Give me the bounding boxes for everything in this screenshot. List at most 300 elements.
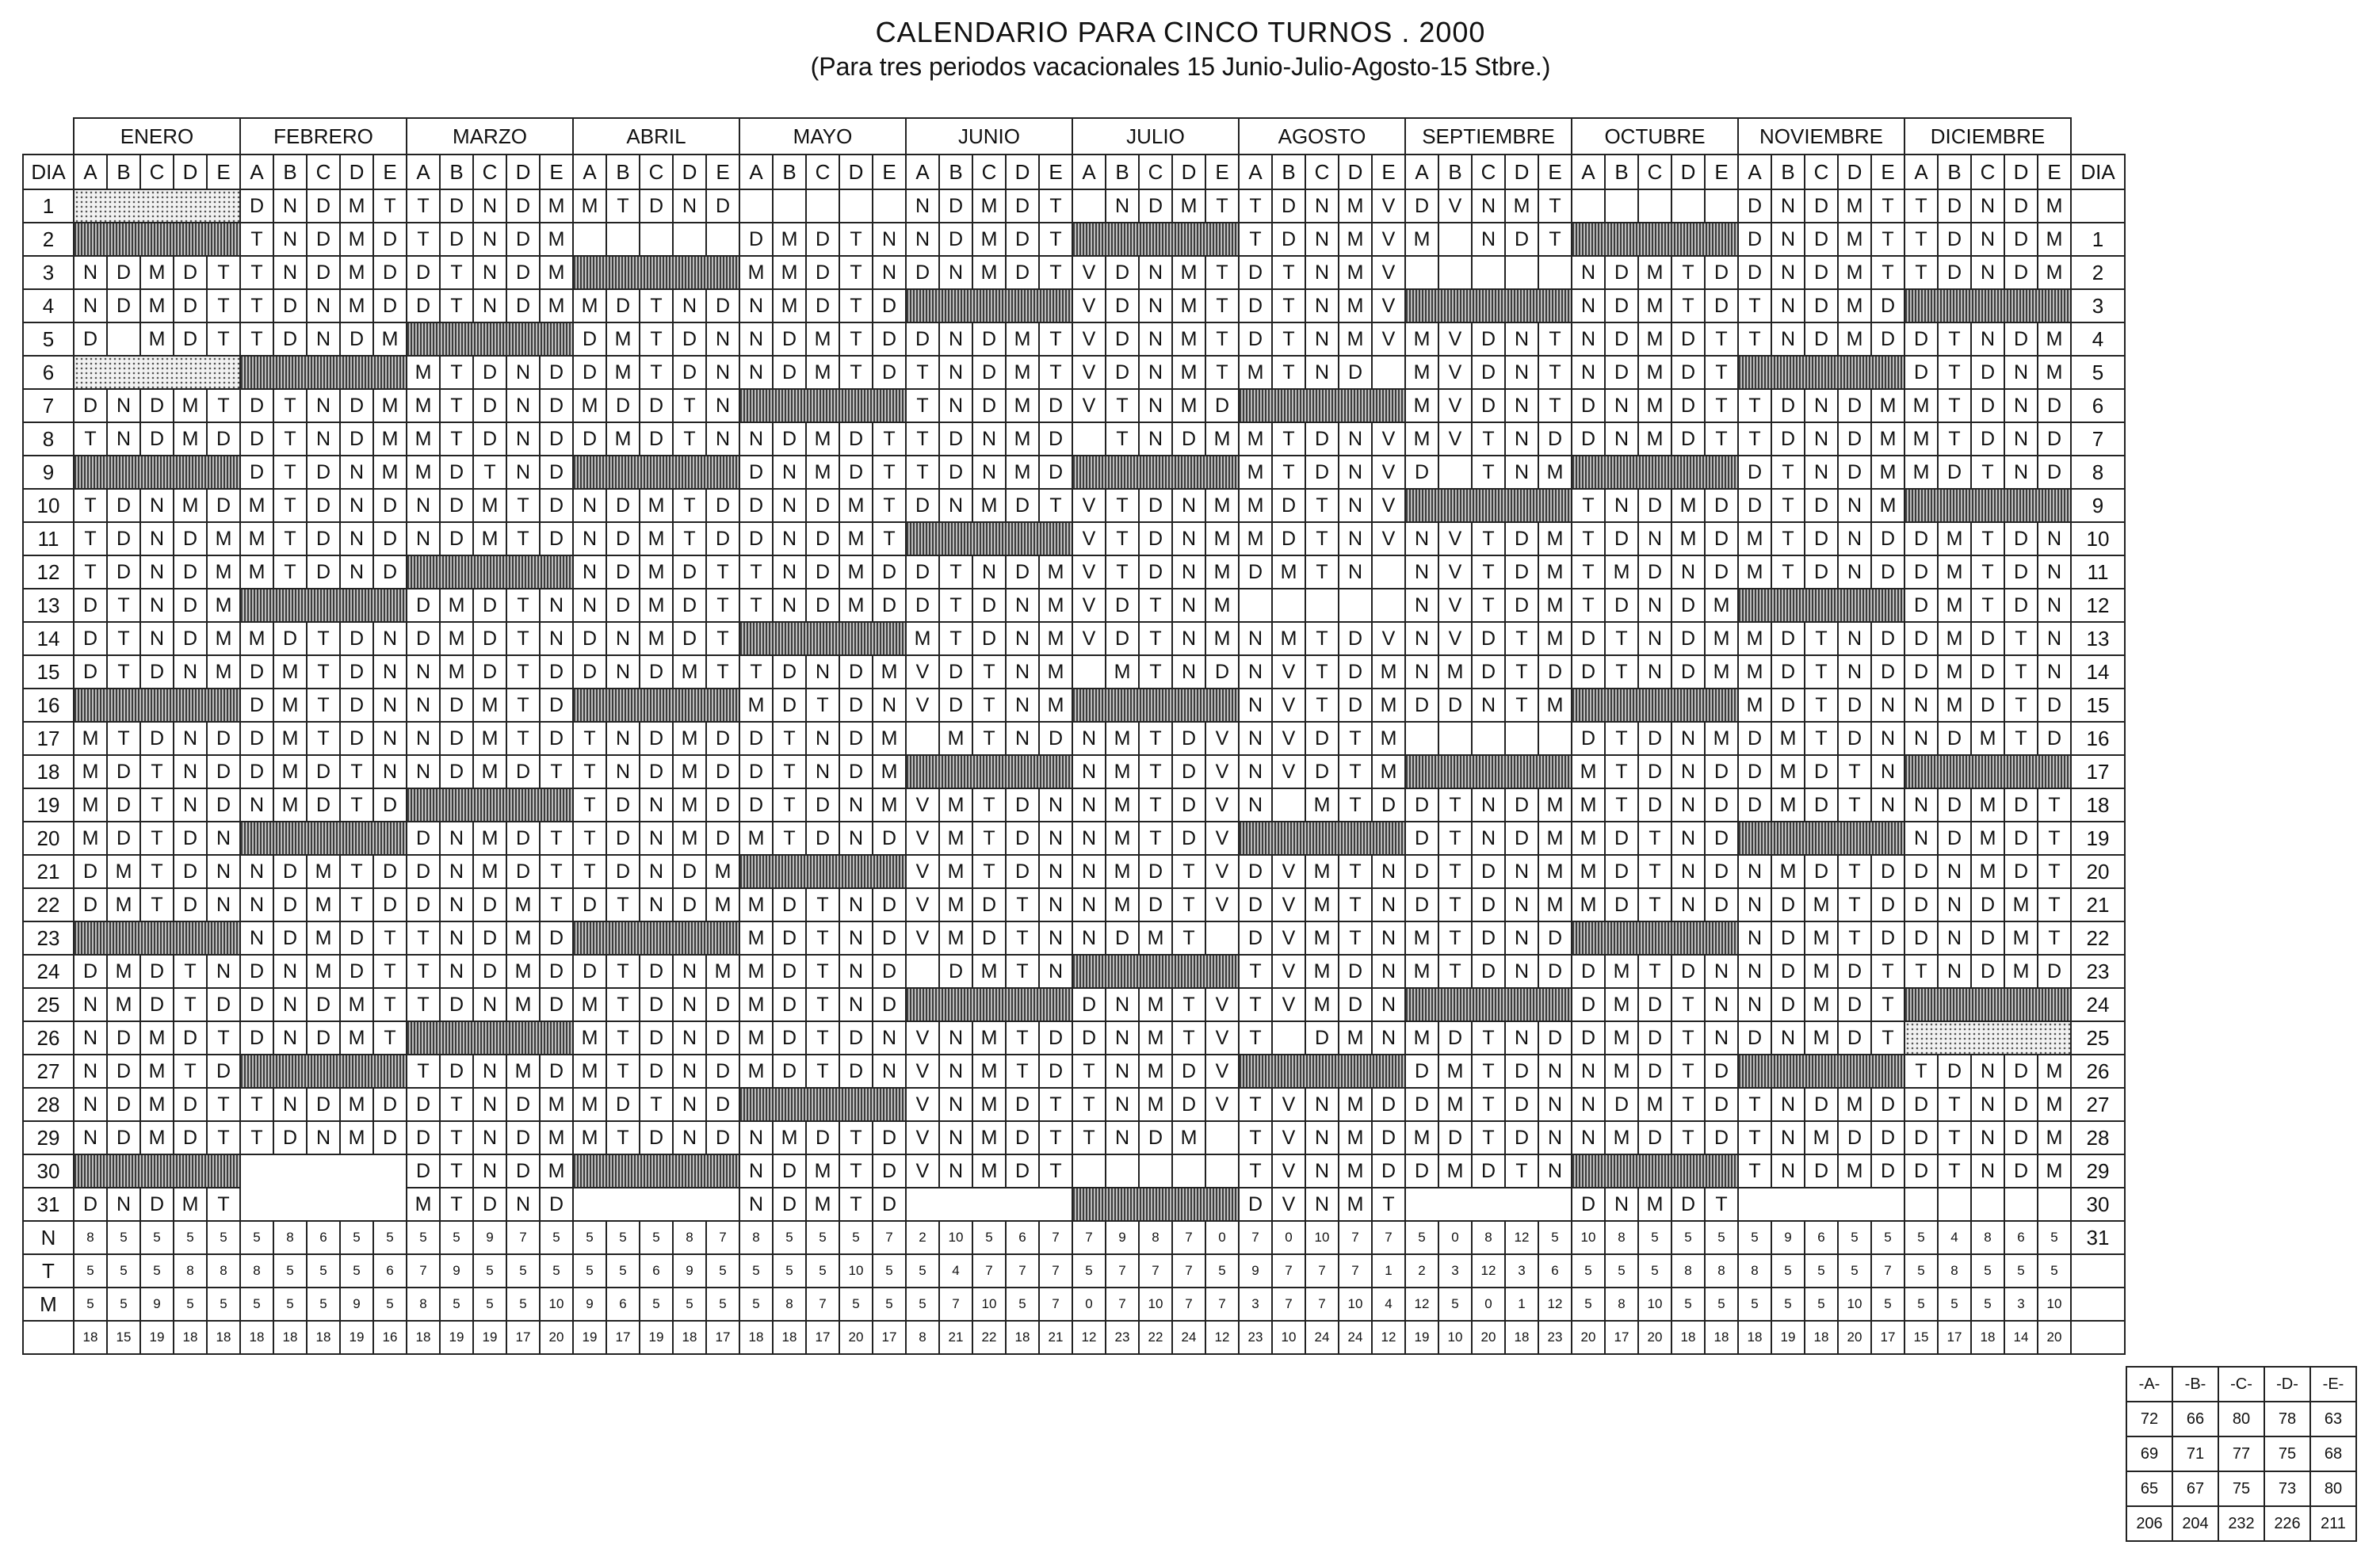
totals-cell: 8 <box>1605 1288 1638 1321</box>
day-number: 24 <box>23 955 74 988</box>
totals-row <box>23 1321 2125 1354</box>
shift-cell: N <box>1305 256 1339 289</box>
shift-cell: T <box>1438 855 1472 888</box>
shift-cell: T <box>207 1188 240 1221</box>
shift-cell: D <box>640 1021 673 1055</box>
shift-cell: D <box>1538 422 1572 456</box>
shift-cell: M <box>1372 722 1405 755</box>
shift-cell: M <box>1339 322 1372 356</box>
shift-cell: D <box>739 755 773 788</box>
shift-cell: N <box>506 1188 540 1221</box>
shift-cell: D <box>640 189 673 223</box>
shift-cell: M <box>540 1088 573 1121</box>
shift-cell: N <box>1705 1021 1738 1055</box>
totals-cell: 7 <box>1305 1288 1339 1321</box>
shift-cell: D <box>1904 522 1938 555</box>
shift-cell: T <box>273 489 307 522</box>
shift-cell: T <box>1605 755 1638 788</box>
shift-cell <box>640 223 673 256</box>
shift-cell: D <box>1738 489 1771 522</box>
dia-label: DIA <box>2071 155 2125 189</box>
shift-cell: M <box>1239 356 1272 389</box>
shift-cell: T <box>473 456 506 489</box>
shift-cell: N <box>74 1021 107 1055</box>
shift-cell: D <box>1505 822 1538 855</box>
shift-cell: M <box>1838 189 1871 223</box>
shift-cell: M <box>140 1055 174 1088</box>
shift-cell: M <box>1438 655 1472 689</box>
shift-cell: D <box>273 322 307 356</box>
shift-cell: D <box>773 655 806 689</box>
shift-cell: D <box>1505 223 1538 256</box>
shift-cell: N <box>939 256 972 289</box>
shift-cell: T <box>1838 855 1871 888</box>
shift-cell: M <box>1239 422 1272 456</box>
summary-cell: 80 <box>2310 1471 2356 1506</box>
shift-cell: D <box>1738 1021 1771 1055</box>
shift-cell: M <box>74 788 107 822</box>
shift-cell: D <box>174 822 207 855</box>
totals-cell: 12 <box>1472 1254 1505 1288</box>
empty-cell <box>373 1188 407 1221</box>
day-row <box>23 189 2125 223</box>
shift-cell: D <box>1838 1021 1871 1055</box>
shift-cell: D <box>540 1188 573 1221</box>
shift-cell: M <box>972 256 1006 289</box>
shift-cell: D <box>373 555 407 589</box>
totals-cell: 5 <box>373 1221 407 1254</box>
shift-cell: M <box>1705 589 1738 622</box>
shift-cell: T <box>806 1021 839 1055</box>
shift-cell: D <box>1605 256 1638 289</box>
shift-cell: M <box>273 755 307 788</box>
shift-cell: D <box>972 389 1006 422</box>
shift-cell: M <box>1372 689 1405 722</box>
shift-cell: M <box>706 888 739 921</box>
shift-cell: T <box>1272 422 1305 456</box>
shift-letter: E <box>207 155 240 189</box>
shift-cell: D <box>1805 522 1838 555</box>
shift-cell: N <box>2004 356 2038 389</box>
shift-cell: D <box>1771 389 1805 422</box>
shift-cell: D <box>506 223 540 256</box>
shift-cell: T <box>1239 1021 1272 1055</box>
totals-cell: 8 <box>207 1254 240 1288</box>
totals-cell: 5 <box>1072 1254 1106 1288</box>
totals-cell: 5 <box>1904 1221 1938 1254</box>
totals-cell: 5 <box>1871 1288 1904 1321</box>
shift-cell: M <box>1039 689 1072 722</box>
shift-cell: D <box>1605 322 1638 356</box>
shift-cell: T <box>540 855 573 888</box>
empty-cell <box>307 1188 340 1221</box>
totals-cell: 2 <box>1405 1254 1438 1288</box>
totals-cell: 17 <box>706 1321 739 1354</box>
shift-cell: M <box>540 289 573 322</box>
shift-cell: N <box>473 189 506 223</box>
shift-cell: D <box>1805 755 1838 788</box>
shift-cell: D <box>1505 589 1538 622</box>
shift-letter: E <box>873 155 906 189</box>
shift-cell: N <box>1372 888 1405 921</box>
shift-cell: T <box>739 555 773 589</box>
shift-cell: T <box>606 1055 640 1088</box>
shift-cell: D <box>1938 1055 1971 1088</box>
totals-cell: 5 <box>1805 1288 1838 1321</box>
shift-letter: A <box>407 155 440 189</box>
shift-cell: D <box>806 223 839 256</box>
totals-cell: 5 <box>906 1288 939 1321</box>
shift-cell <box>1172 1154 1205 1188</box>
shift-cell: T <box>1971 456 2004 489</box>
shift-cell: M <box>1405 356 1438 389</box>
shift-cell: D <box>1039 722 1072 755</box>
shift-cell: T <box>1771 522 1805 555</box>
shift-cell: M <box>972 955 1006 988</box>
shift-cell: D <box>2004 522 2038 555</box>
shift-cell: D <box>2004 855 2038 888</box>
shift-cell: V <box>1205 1088 1239 1121</box>
shift-cell: D <box>640 755 673 788</box>
shift-letter: D <box>1339 155 1372 189</box>
shift-cell: N <box>573 489 606 522</box>
shift-cell: T <box>1305 655 1339 689</box>
totals-cell: 5 <box>1638 1254 1671 1288</box>
shift-cell: M <box>307 855 340 888</box>
shift-cell: D <box>1405 1055 1438 1088</box>
shift-cell: D <box>873 955 906 988</box>
empty-cell <box>1438 1188 1472 1221</box>
shift-cell: D <box>1039 456 1072 489</box>
shift-cell: N <box>739 1121 773 1154</box>
shift-cell: D <box>1172 422 1205 456</box>
totals-row <box>23 1221 2125 1254</box>
shift-cell: D <box>2004 555 2038 589</box>
shift-cell: M <box>473 722 506 755</box>
shift-cell: D <box>1838 722 1871 755</box>
shift-cell: M <box>1838 1088 1871 1121</box>
shift-cell: V <box>1072 389 1106 422</box>
day-row <box>23 223 2125 256</box>
shift-letter: C <box>1139 155 1172 189</box>
shift-cell: T <box>873 489 906 522</box>
day-number: 27 <box>23 1055 74 1088</box>
shift-cell: M <box>1139 1021 1172 1055</box>
totals-cell: 19 <box>140 1321 174 1354</box>
shift-cell: N <box>1039 888 1072 921</box>
shift-cell: N <box>706 422 739 456</box>
shift-cell: V <box>1438 389 1472 422</box>
shift-cell: T <box>1638 855 1671 888</box>
day-row <box>23 788 2125 822</box>
totals-cell: 19 <box>1405 1321 1438 1354</box>
shift-cell: T <box>1538 389 1572 422</box>
shift-cell: N <box>307 422 340 456</box>
totals-cell: 5 <box>1838 1221 1871 1254</box>
shift-cell: D <box>1339 622 1372 655</box>
day-number-right: 28 <box>2071 1121 2125 1154</box>
shift-cell: D <box>1938 256 1971 289</box>
month-header: ENERO <box>74 118 240 155</box>
shift-cell: M <box>506 988 540 1021</box>
totals-cell: 5 <box>1938 1288 1971 1321</box>
vacation-block <box>906 289 1072 322</box>
shift-cell: D <box>407 256 440 289</box>
shift-letter: D <box>1671 155 1705 189</box>
day-number: 10 <box>23 489 74 522</box>
shift-cell: N <box>939 1055 972 1088</box>
shift-cell <box>573 223 606 256</box>
shift-cell: N <box>1139 256 1172 289</box>
shift-cell: D <box>174 522 207 555</box>
shift-cell: D <box>1139 489 1172 522</box>
shift-cell: M <box>939 888 972 921</box>
shift-cell: T <box>606 1021 640 1055</box>
empty-cell <box>1505 1188 1538 1221</box>
totals-cell: 5 <box>240 1221 273 1254</box>
shift-cell: D <box>673 855 706 888</box>
shift-cell: M <box>2038 322 2071 356</box>
shift-cell: D <box>1971 622 2004 655</box>
shift-cell: T <box>1738 422 1771 456</box>
shift-cell: D <box>873 322 906 356</box>
day-row <box>23 322 2125 356</box>
shift-cell <box>1205 1154 1239 1188</box>
shift-cell <box>706 223 739 256</box>
shift-cell: N <box>1605 389 1638 422</box>
shift-cell: M <box>1771 855 1805 888</box>
shift-cell: D <box>207 988 240 1021</box>
shift-cell: V <box>906 921 939 955</box>
totals-cell: 8 <box>273 1221 307 1254</box>
shift-cell <box>906 722 939 755</box>
totals-cell: 5 <box>773 1221 806 1254</box>
shift-cell: D <box>873 1121 906 1154</box>
shift-cell: N <box>1771 189 1805 223</box>
totals-cell: 15 <box>107 1321 140 1354</box>
shift-cell: D <box>573 888 606 921</box>
shift-cell: N <box>107 422 140 456</box>
shift-cell <box>1072 422 1106 456</box>
shift-cell: D <box>74 589 107 622</box>
shift-cell: T <box>906 356 939 389</box>
totals-cell: 9 <box>440 1254 473 1288</box>
shift-cell: N <box>1971 1121 2004 1154</box>
shift-cell: V <box>1272 1088 1305 1121</box>
totals-cell: 8 <box>1938 1254 1971 1288</box>
shift-cell: D <box>1605 888 1638 921</box>
totals-cell: 24 <box>1172 1321 1205 1354</box>
shift-cell: D <box>873 555 906 589</box>
shift-cell: T <box>2004 622 2038 655</box>
shift-cell: N <box>1305 356 1339 389</box>
shift-cell: M <box>1172 189 1205 223</box>
shift-cell: M <box>207 522 240 555</box>
vacation-block <box>1072 955 1239 988</box>
shift-cell: D <box>606 555 640 589</box>
shift-cell: V <box>1272 689 1305 722</box>
shift-letter: B <box>1438 155 1472 189</box>
shift-cell: N <box>673 189 706 223</box>
shift-cell: V <box>1372 322 1405 356</box>
shift-cell: M <box>1605 1021 1638 1055</box>
empty-cell <box>606 1188 640 1221</box>
day-number: 14 <box>23 622 74 655</box>
shift-cell: T <box>1172 1021 1205 1055</box>
shift-cell: D <box>573 422 606 456</box>
shift-cell: N <box>773 456 806 489</box>
totals-cell: 5 <box>540 1221 573 1254</box>
shift-cell: T <box>1239 1154 1272 1188</box>
shift-cell: D <box>1405 689 1438 722</box>
shift-cell: N <box>1904 788 1938 822</box>
shift-cell: D <box>440 456 473 489</box>
shift-cell: T <box>140 855 174 888</box>
shift-cell: M <box>939 855 972 888</box>
shift-cell: D <box>74 955 107 988</box>
shift-cell: N <box>140 489 174 522</box>
totals-cell: 5 <box>573 1221 606 1254</box>
totals-cell: 7 <box>1039 1254 1072 1288</box>
shift-cell: D <box>407 855 440 888</box>
vacation-block <box>573 1154 739 1188</box>
shift-cell: N <box>1538 1154 1572 1188</box>
shift-cell: D <box>2038 456 2071 489</box>
totals-cell: 9 <box>1106 1221 1139 1254</box>
shift-cell: T <box>773 755 806 788</box>
shift-cell: N <box>1572 1088 1605 1121</box>
shift-cell: D <box>839 689 873 722</box>
shift-cell: M <box>506 955 540 988</box>
vacation-block <box>1405 489 1572 522</box>
totals-cell: 21 <box>1039 1321 1072 1354</box>
summary-cell: 77 <box>2218 1436 2264 1471</box>
shift-cell: V <box>1272 988 1305 1021</box>
shift-cell: D <box>706 1088 739 1121</box>
totals-cell: 7 <box>1172 1254 1205 1288</box>
shift-cell: D <box>140 955 174 988</box>
day-number-right <box>2071 1288 2125 1321</box>
shift-cell: M <box>107 955 140 988</box>
shift-cell: T <box>340 855 373 888</box>
totals-cell: 5 <box>207 1221 240 1254</box>
shift-letter: D <box>839 155 873 189</box>
totals-cell: 3 <box>1438 1254 1472 1288</box>
shift-cell: D <box>506 1121 540 1154</box>
shift-cell: D <box>906 555 939 589</box>
shift-cell: N <box>606 655 640 689</box>
shift-cell: T <box>1438 888 1472 921</box>
shift-cell: N <box>373 622 407 655</box>
shift-cell: D <box>1472 855 1505 888</box>
totals-cell: 7 <box>939 1288 972 1321</box>
shift-cell: T <box>1472 1121 1505 1154</box>
shift-cell: T <box>1805 655 1838 689</box>
totals-cell: 1 <box>1505 1288 1538 1321</box>
month-header: FEBRERO <box>240 118 407 155</box>
shift-cell: M <box>1605 1055 1638 1088</box>
shift-cell: T <box>1938 322 1971 356</box>
shift-cell: T <box>1339 788 1372 822</box>
shift-cell: N <box>1139 389 1172 422</box>
shift-cell: N <box>1971 322 2004 356</box>
shift-cell: D <box>739 489 773 522</box>
shift-cell: D <box>1638 1021 1671 1055</box>
shift-cell: M <box>2004 955 2038 988</box>
shift-cell: N <box>473 1154 506 1188</box>
shift-cell: N <box>2038 589 2071 622</box>
summary-cell: 67 <box>2172 1471 2218 1506</box>
shift-cell: D <box>706 988 739 1021</box>
shift-cell: M <box>473 855 506 888</box>
shift-cell: M <box>1538 622 1572 655</box>
shift-cell: N <box>540 589 573 622</box>
shift-cell: M <box>806 1188 839 1221</box>
shift-cell: D <box>1705 489 1738 522</box>
shift-cell: N <box>1705 955 1738 988</box>
vacation-block <box>1572 689 1738 722</box>
shift-cell: D <box>1738 256 1771 289</box>
shift-cell <box>1505 722 1538 755</box>
shift-cell: D <box>1572 1188 1605 1221</box>
summary-cell: 66 <box>2172 1402 2218 1436</box>
totals-cell: 7 <box>1172 1221 1205 1254</box>
shift-cell: D <box>1239 921 1272 955</box>
shift-cell: T <box>440 289 473 322</box>
shift-cell <box>1472 256 1505 289</box>
shift-cell: T <box>1538 356 1572 389</box>
shift-cell: D <box>74 1188 107 1221</box>
shift-cell: M <box>1305 788 1339 822</box>
shift-cell: D <box>739 223 773 256</box>
totals-cell: 6 <box>1538 1254 1572 1288</box>
shift-cell: M <box>739 955 773 988</box>
shift-cell: T <box>1339 921 1372 955</box>
totals-cell: 7 <box>706 1221 739 1254</box>
empty-cell <box>240 1154 273 1188</box>
summary-header: -A- <box>2126 1367 2172 1402</box>
shift-cell: D <box>273 888 307 921</box>
day-number-right: 15 <box>2071 689 2125 722</box>
shift-cell: M <box>806 1154 839 1188</box>
shift-cell: D <box>1904 655 1938 689</box>
shift-cell: T <box>1438 921 1472 955</box>
totals-cell: 5 <box>207 1288 240 1321</box>
day-row <box>23 955 2125 988</box>
shift-cell: M <box>340 223 373 256</box>
vacation-block <box>739 855 906 888</box>
shift-cell: M <box>1572 888 1605 921</box>
day-row <box>23 522 2125 555</box>
shift-cell: T <box>1106 489 1139 522</box>
shift-cell: D <box>207 722 240 755</box>
shift-cell: M <box>906 622 939 655</box>
shift-cell: M <box>1339 1188 1372 1221</box>
shift-cell: T <box>1771 555 1805 589</box>
shift-cell: N <box>1472 788 1505 822</box>
totals-cell: 7 <box>1339 1221 1372 1254</box>
day-number: 19 <box>23 788 74 822</box>
shift-cell: M <box>207 555 240 589</box>
shift-cell: M <box>573 988 606 1021</box>
shift-cell: D <box>1039 389 1072 422</box>
shift-cell: N <box>1938 888 1971 921</box>
shift-letter: C <box>1305 155 1339 189</box>
shift-cell: D <box>240 722 273 755</box>
day-number: 4 <box>23 289 74 322</box>
shift-cell: D <box>473 1188 506 1221</box>
shift-cell: N <box>273 988 307 1021</box>
